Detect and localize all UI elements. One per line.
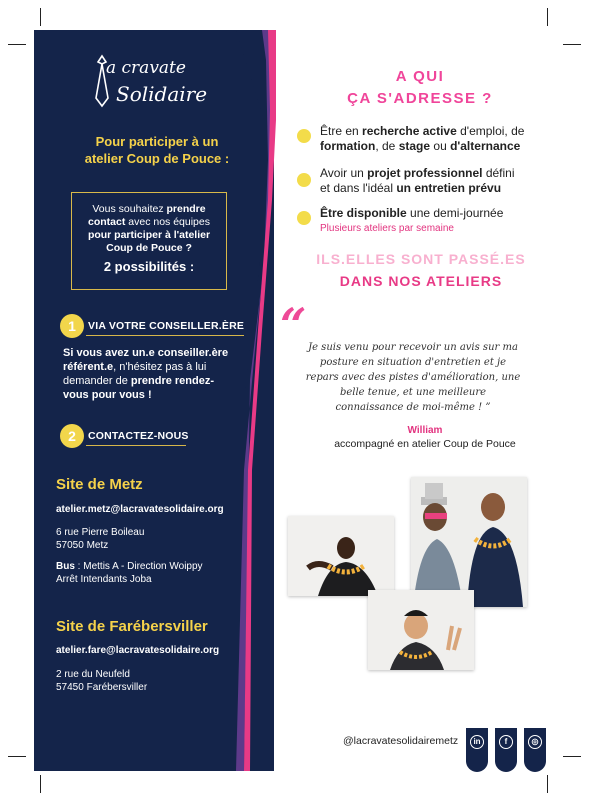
step2-number: 2	[60, 424, 84, 448]
photo-man-gesture-illustration	[368, 590, 474, 670]
step1-line4: vous pour vous !	[63, 389, 152, 401]
instagram-button[interactable]	[524, 728, 546, 772]
photo-woman-illustration	[288, 516, 394, 596]
step1-bold: référent.e	[63, 361, 114, 373]
bullet-icon	[297, 173, 311, 187]
audience-title-line1: A QUI	[395, 68, 445, 85]
quote-line: connaissance de moi-même ! ”	[335, 402, 491, 413]
metz-bus	[56, 560, 203, 586]
testimonial-title	[290, 248, 552, 292]
t-bold: un entretien prévu	[396, 181, 502, 195]
quote-line: repars avec des pistes d'amélioration, une	[305, 372, 521, 383]
bus-label: Bus	[56, 561, 75, 572]
item3-sub: Plusieurs ateliers par semaine	[320, 223, 454, 234]
fare-address-line2: 57450 Farébersviller	[56, 682, 148, 693]
step1-text	[63, 346, 243, 402]
t-bold: stage	[398, 139, 431, 153]
t: ou	[430, 139, 451, 153]
item3-line1	[320, 206, 503, 221]
fare-address-line1: 2 rue du Neufeld	[56, 669, 130, 680]
audience-title-line2: ÇA S'ADRESSE ?	[347, 90, 493, 107]
social-handle[interactable]: @lacravatesolidairemetz	[343, 735, 459, 747]
item2-line1	[320, 166, 515, 181]
step1-underline	[86, 335, 244, 336]
metz-title: Site de Metz	[56, 476, 143, 493]
photo-two-men	[411, 477, 527, 607]
step1-line3	[63, 374, 243, 388]
box-line1	[76, 203, 222, 216]
instagram-icon: ◎	[528, 735, 542, 749]
t: une demi-journée	[410, 206, 504, 220]
intro-line1: Pour participer à un	[95, 134, 219, 149]
metz-address-line2: 57050 Metz	[56, 540, 109, 551]
box-line2	[76, 216, 222, 229]
t-bold: recherche active	[362, 124, 457, 138]
testimonial-title-line2: DANS NOS ATELIERS	[339, 273, 503, 289]
t: et dans l'idéal	[320, 181, 397, 195]
bullet-icon	[297, 129, 311, 143]
step2-label: CONTACTEZ-NOUS	[88, 430, 189, 442]
logo-line1: a cravate	[106, 58, 186, 78]
box-line3: pour participer à l'atelier	[87, 229, 211, 241]
audience-title	[300, 66, 540, 110]
contact-box	[71, 192, 227, 290]
intro-line2: atelier Coup de Pouce :	[84, 151, 230, 166]
quote-icon: “	[280, 298, 307, 352]
t-bold: Être disponible	[320, 206, 411, 220]
linkedin-button[interactable]	[466, 728, 488, 772]
t-bold: formation	[320, 139, 376, 153]
audience-item-2	[320, 166, 515, 196]
step1-label: VIA VOTRE CONSEILLER.ÈRE	[88, 320, 245, 332]
testimonial-quote	[288, 340, 538, 415]
item1-line1	[320, 124, 524, 139]
photo-man-gesture	[368, 590, 474, 670]
box-text: Vous souhaitez	[92, 203, 167, 215]
photo-woman	[288, 516, 394, 596]
fare-title: Site de Farébersviller	[56, 618, 208, 635]
step1-bold: prendre rendez-	[130, 375, 215, 387]
metz-bus-line	[56, 560, 203, 573]
t: Avoir un	[320, 166, 368, 180]
logo-line2: Solidaire	[116, 82, 208, 106]
metz-address	[56, 526, 144, 552]
step1-normal: , n'hésitez pas à lui	[113, 361, 207, 373]
intro-title	[62, 133, 252, 167]
t: d'emploi, de	[456, 124, 525, 138]
testimonial-author-sub: accompagné en atelier Coup de Pouce	[334, 438, 516, 450]
facebook-button[interactable]	[495, 728, 517, 772]
quote-line: posture en situation d'entretien et je	[319, 357, 507, 368]
quote-line: Je suis venu pour recevoir un avis sur ma	[308, 342, 518, 353]
audience-item-1	[320, 124, 524, 154]
box-bold: prendre	[166, 203, 206, 215]
possibilities-text: 2 possibilités :	[103, 259, 195, 274]
t-bold: projet professionnel	[367, 166, 483, 180]
item1-line2	[320, 139, 524, 154]
fare-address	[56, 668, 147, 694]
brand-logo	[92, 50, 222, 110]
item2-line2	[320, 181, 515, 196]
metz-email[interactable]: atelier.metz@lacravatesolidaire.org	[56, 504, 224, 515]
metz-address-line1: 6 rue Pierre Boileau	[56, 527, 145, 538]
step1-line2	[63, 360, 243, 374]
audience-item-3	[320, 206, 503, 236]
bus-line: : Mettis A - Direction Woippy	[74, 561, 203, 572]
box-line4: Coup de Pouce ?	[106, 242, 192, 254]
t: , de	[375, 139, 399, 153]
t: Être en	[320, 124, 363, 138]
box-bold: contact	[88, 216, 126, 228]
fare-email[interactable]: atelier.fare@lacravatesolidaire.org	[56, 645, 220, 656]
metz-stop: Arrêt Intendants Joba	[56, 574, 152, 585]
bullet-icon	[297, 211, 311, 225]
box-text: avec nos équipes	[125, 216, 210, 228]
quote-line: belle tenue, et une meilleure	[339, 387, 487, 398]
testimonial-title-line1: ILS.ELLES SONT PASSÉ.ES	[316, 251, 526, 267]
testimonial-author: William	[407, 425, 443, 436]
facebook-icon: f	[499, 735, 513, 749]
step1-normal: demander de	[63, 375, 131, 387]
linkedin-icon: in	[470, 735, 484, 749]
t: défini	[482, 166, 515, 180]
step2-underline	[86, 445, 186, 446]
t-bold: d'alternance	[450, 139, 521, 153]
photo-two-men-illustration	[411, 477, 527, 607]
step1-line1: Si vous avez un.e conseiller.ère	[63, 347, 229, 359]
step1-number: 1	[60, 314, 84, 338]
